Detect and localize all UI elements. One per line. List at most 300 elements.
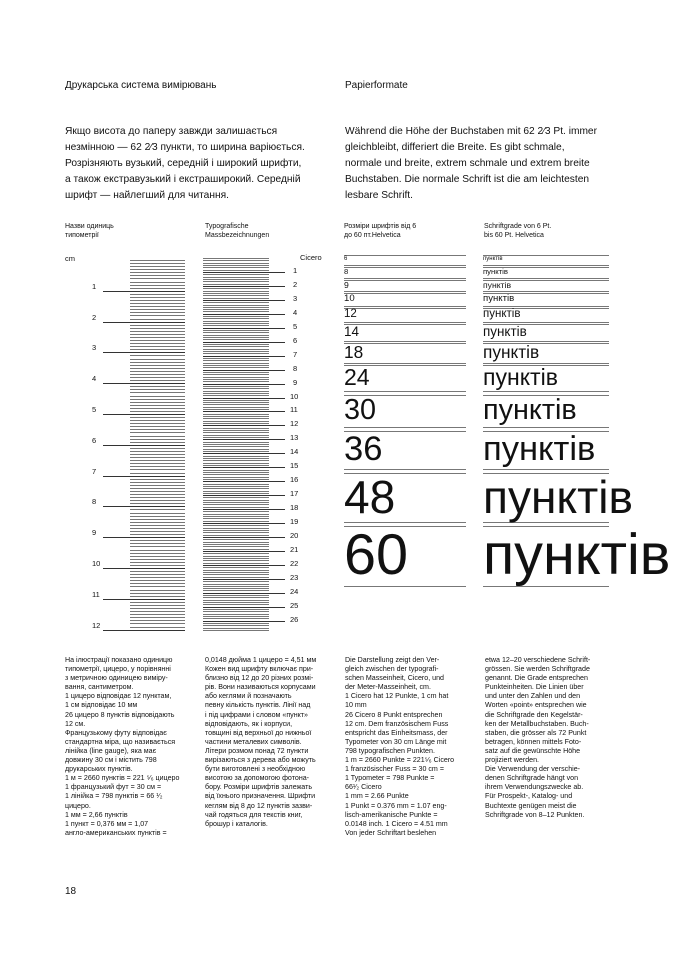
ruler-tick	[203, 423, 269, 424]
ruler-tick	[130, 627, 185, 628]
body-text-line: певну кількість пунктів. Лінії над	[205, 701, 311, 710]
body-text-line: Für Prospekt-, Katalog- und	[485, 792, 573, 801]
cm-label: 11	[92, 589, 100, 599]
cicero-label: 2	[293, 279, 298, 289]
column-header-line: типометрії	[65, 232, 99, 239]
cicero-label: 4	[293, 307, 298, 317]
ruler-tick	[203, 558, 269, 559]
ruler-tick	[203, 618, 269, 619]
ruler-tick	[203, 460, 269, 461]
ruler-tick	[203, 293, 269, 294]
size-row	[483, 293, 609, 306]
ruler-tick	[130, 392, 185, 393]
ruler-tick	[203, 567, 269, 568]
ruler-tick	[203, 379, 269, 380]
body-text-line: 1 französischer Fuss = 30 cm =	[345, 765, 444, 774]
ruler-tick	[203, 439, 285, 440]
ruler-tick	[130, 343, 185, 344]
size-number: 12	[344, 307, 357, 320]
ruler-tick	[130, 377, 185, 378]
ruler-tick	[130, 297, 185, 298]
body-text-column-3	[345, 656, 480, 838]
size-row	[344, 522, 466, 587]
ruler-tick	[130, 315, 185, 316]
ruler-tick	[203, 549, 269, 550]
ruler-tick	[203, 323, 269, 324]
body-text-line: der Meter-Masseinheit, cm.	[345, 683, 431, 692]
ruler-tick	[203, 456, 269, 457]
ruler-tick	[203, 367, 269, 368]
page-number: 18	[65, 886, 77, 897]
body-text-line: стандартна міра, що називається	[65, 737, 176, 746]
body-text-line: близно від 12 до 20 різних розмі-	[205, 674, 314, 683]
ruler-tick	[130, 497, 185, 498]
ruler-tick	[103, 599, 185, 600]
ruler-tick	[130, 411, 185, 412]
size-number: 14	[344, 324, 359, 340]
body-text-line: 1 французький фут = 30 см =	[65, 783, 162, 792]
ruler-tick	[203, 535, 269, 536]
ruler-tick	[130, 300, 185, 301]
ruler-tick	[203, 430, 269, 431]
ruler-tick	[203, 400, 269, 401]
body-text-line: цицеро.	[65, 801, 91, 810]
size-number: 18	[344, 341, 364, 362]
ruler-tick	[130, 513, 185, 514]
ruler-tick	[130, 494, 185, 495]
body-text-line: відповідають, як і корпуси,	[205, 719, 293, 728]
size-row	[344, 267, 466, 278]
size-row	[483, 267, 609, 278]
body-text-line: schen Masseinheit, Cicero, und	[345, 674, 444, 683]
ruler-tick	[203, 602, 269, 603]
ruler-tick	[203, 590, 269, 591]
ruler-tick	[203, 551, 285, 552]
ruler-tick	[130, 371, 185, 372]
ruler-tick	[103, 568, 185, 569]
size-row	[483, 324, 609, 340]
cicero-label: 5	[293, 321, 298, 331]
cicero-label: 24	[290, 586, 299, 596]
ruler-tick	[203, 277, 269, 278]
ruler-tick	[203, 507, 269, 508]
ruler-tick	[130, 362, 185, 363]
size-row	[483, 280, 609, 292]
body-text-line: бору. Розміри шрифтів залежать	[205, 783, 313, 792]
baseline-rule	[344, 427, 466, 428]
ruler-tick	[203, 295, 269, 296]
size-row	[483, 470, 633, 523]
size-word: пунктів	[483, 341, 540, 362]
cicero-label: 8	[293, 363, 298, 373]
baseline-rule	[483, 306, 609, 307]
intro-line: lesbare Schrift.	[345, 190, 413, 201]
cicero-label: 13	[290, 433, 299, 443]
ruler-tick	[203, 574, 269, 575]
ruler-tick	[203, 381, 269, 382]
body-text-line: вирізаються з дерева або можуть	[205, 756, 316, 765]
ruler-tick	[130, 448, 185, 449]
ruler-tick	[203, 318, 269, 319]
body-text-line: бути виготовлені з необхідною	[205, 765, 306, 774]
ruler-tick	[130, 611, 185, 612]
ruler-tick	[130, 593, 185, 594]
size-word: пунктів	[483, 307, 521, 320]
ruler-tick	[130, 389, 185, 390]
body-text-line: 26 цицеро 8 пунктів відповідають	[65, 710, 175, 719]
cicero-label: 1	[293, 265, 298, 275]
cicero-label: 3	[293, 293, 298, 303]
baseline-rule	[483, 391, 609, 392]
body-text-line: 1 Punkt = 0.376 mm = 1.07 eng-	[345, 801, 447, 810]
baseline-rule	[344, 265, 466, 266]
intro-line: а також екстравузький і екстраширокий. Середній	[65, 174, 301, 185]
size-word: пунктів	[483, 394, 577, 427]
ruler-tick	[130, 359, 185, 360]
ruler-tick	[203, 516, 269, 517]
ruler-tick	[203, 314, 285, 315]
cicero-label: 25	[290, 600, 299, 610]
ruler-tick	[130, 340, 185, 341]
body-text-line: 1 лінійка = 798 пунктів = 66 ¹⁄₂	[65, 792, 163, 801]
body-text-line: 12 см.	[65, 719, 86, 728]
body-text-line: Літери розмом понад 72 пункти	[205, 746, 309, 755]
body-text-line: 1 Cicero hat 12 Punkte, 1 cm hat	[345, 692, 449, 701]
body-text-line: und unter den Zahlen und den	[485, 692, 581, 701]
ruler-tick	[203, 565, 285, 566]
ruler-tick	[203, 393, 269, 394]
baseline-rule	[483, 278, 609, 279]
ruler-tick	[130, 525, 185, 526]
ruler-tick	[130, 460, 185, 461]
size-row	[483, 308, 609, 323]
ruler-tick	[130, 590, 185, 591]
right-intro	[345, 124, 645, 204]
ruler-tick	[130, 546, 185, 547]
ruler-tick	[203, 484, 269, 485]
body-text-line: 26 Cicero 8 Punkt entsprechen	[345, 710, 443, 719]
ruler-tick	[203, 532, 269, 533]
ruler-tick	[203, 307, 269, 308]
body-text-line: genannt. Die Grade entsprechen	[485, 674, 588, 683]
ruler-tick	[203, 491, 269, 492]
ruler-tick	[203, 365, 269, 366]
intro-line: незмінною — 62 2⁄3 пункти, то ширина варіюється.	[65, 142, 305, 153]
ruler-tick	[203, 311, 269, 312]
ruler-tick	[203, 330, 269, 331]
ruler-tick	[103, 383, 185, 384]
ruler-tick	[130, 466, 185, 467]
body-text-line: друкарських пунктів.	[65, 765, 133, 774]
size-row	[483, 395, 609, 427]
ruler-tick	[203, 270, 269, 271]
body-text-line: ken der Metallbuchstaben. Buch-	[485, 719, 589, 728]
body-text-line: die Schriftgrade den Kegelstär-	[485, 710, 583, 719]
size-row	[344, 293, 466, 306]
ruler-tick	[130, 509, 185, 510]
ruler-tick	[130, 457, 185, 458]
column-header-line: bis 60 Pt. Helvetica	[484, 232, 544, 239]
ruler-tick	[203, 358, 269, 359]
body-text-line: 1 цицеро відповідає 12 пунктам,	[65, 692, 172, 701]
cicero-label: 21	[290, 544, 299, 554]
body-text-line: товщині від верхньої до нижньої	[205, 728, 312, 737]
ruler-tick	[203, 593, 285, 594]
body-text-line: projiziert werden.	[485, 756, 540, 765]
body-text-line: satz auf die gewünschte Höhe	[485, 746, 581, 755]
ruler-tick	[130, 454, 185, 455]
column-header-line: Schriftgrade von 6 Pt.	[484, 223, 552, 230]
ruler-tick	[130, 577, 185, 578]
size-word: пунктів	[483, 267, 508, 276]
cm-unit-label: cm	[65, 254, 75, 263]
body-text-line: 1 см відповідає 10 мм	[65, 701, 138, 710]
ruler-tick	[203, 523, 285, 524]
ruler-tick	[130, 540, 185, 541]
column-header-line: Massbezeichnungen	[205, 232, 270, 239]
ruler-tick	[130, 420, 185, 421]
cm-label: 6	[92, 435, 97, 445]
ruler-tick	[130, 556, 185, 557]
body-text-line: Punkteinheiten. Die Linien über	[485, 683, 584, 692]
column-header-line: до 60 пт.Helvetica	[344, 232, 401, 239]
body-text-line: від їхнього призначення. Шрифти	[205, 792, 316, 801]
cicero-label: 18	[290, 503, 299, 513]
baseline-rule	[344, 306, 466, 307]
ruler-tick	[203, 404, 269, 405]
baseline-rule	[344, 291, 466, 292]
ruler-tick	[203, 463, 269, 464]
baseline-rule	[344, 278, 466, 279]
size-row	[483, 522, 671, 587]
body-text-line: частини металевих символів.	[205, 737, 302, 746]
ruler-tick	[130, 500, 185, 501]
ruler-tick	[203, 384, 285, 385]
cicero-label: 26	[290, 614, 299, 624]
ruler-tick	[203, 467, 285, 468]
ruler-tick	[103, 291, 185, 292]
cicero-label: 11	[290, 405, 298, 415]
body-text-line: Кожен вид шрифту включає при-	[205, 665, 314, 674]
ruler-tick	[130, 368, 185, 369]
ruler-tick	[130, 399, 185, 400]
ruler-tick	[203, 521, 269, 522]
ruler-tick	[203, 553, 269, 554]
body-text-line: ihrem Verwendungszwecke ab.	[485, 783, 584, 792]
ruler-tick	[130, 482, 185, 483]
cm-label: 3	[92, 343, 97, 353]
cm-label: 10	[92, 559, 101, 568]
ruler-tick	[203, 446, 269, 447]
ruler-tick	[203, 265, 269, 266]
body-text-line: 798 typografischen Punkten.	[345, 746, 435, 755]
ruler-tick	[203, 544, 269, 545]
ruler-tick	[203, 604, 269, 605]
intro-line: шрифт — найлегший для читання.	[65, 190, 229, 201]
ruler-tick	[103, 445, 185, 446]
size-row	[344, 280, 466, 292]
body-text-line: staben, die grösser als 72 Punkt	[485, 728, 587, 737]
ruler-tick	[203, 597, 269, 598]
ruler-tick	[203, 472, 269, 473]
ruler-tick	[130, 479, 185, 480]
size-row	[344, 324, 466, 340]
ruler-tick	[130, 451, 185, 452]
ruler-tick	[203, 600, 269, 601]
cicero-label: 12	[290, 419, 299, 429]
ruler-tick	[203, 372, 269, 373]
ruler-tick	[130, 417, 185, 418]
size-word: пунктів	[483, 522, 671, 587]
body-text-line: gleich zwischen der typografi-	[345, 665, 439, 674]
ruler-tick	[203, 577, 269, 578]
right-heading: Papierformate	[345, 80, 408, 91]
body-text-line: і під цифрами і словом «пункт»	[205, 710, 309, 719]
ruler-tick	[203, 302, 269, 303]
ruler-tick	[203, 572, 269, 573]
ruler-tick	[130, 309, 185, 310]
body-text-line: 1 m = 2660 Punkte = 221⁵⁄₆ Cicero	[345, 756, 455, 765]
body-text-line: брошур і каталогів.	[205, 819, 268, 828]
body-text-line: Die Darstellung zeigt den Ver-	[345, 656, 440, 664]
ruler-tick	[203, 363, 269, 364]
ruler-tick	[203, 258, 269, 259]
ruler-tick	[130, 623, 185, 624]
ruler-tick	[203, 432, 269, 433]
column-header-sizes-ua	[344, 222, 416, 240]
ruler-tick	[103, 630, 185, 631]
ruler-tick	[130, 303, 185, 304]
ruler-tick	[203, 504, 269, 505]
ruler-tick	[130, 574, 185, 575]
size-row	[344, 431, 466, 469]
ruler-tick	[130, 439, 185, 440]
body-text-column-1	[65, 656, 200, 838]
ruler-tick	[130, 463, 185, 464]
ruler-tick	[203, 570, 269, 571]
ruler-tick	[203, 530, 269, 531]
cicero-label: 16	[290, 475, 299, 485]
size-number: 24	[344, 364, 370, 391]
ruler-tick	[203, 560, 269, 561]
ruler-tick	[130, 580, 185, 581]
cicero-label: 7	[293, 349, 298, 359]
ruler-tick	[203, 588, 269, 589]
ruler-tick	[203, 528, 269, 529]
ruler-tick	[203, 286, 285, 287]
size-number: 60	[344, 522, 409, 587]
ruler-tick	[130, 550, 185, 551]
baseline-rule	[483, 469, 609, 470]
ruler-tick	[203, 325, 269, 326]
ruler-tick	[130, 386, 185, 387]
body-text-line: entspricht das Einheitsmass, der	[345, 728, 448, 737]
cicero-label: 17	[290, 489, 299, 499]
ruler-tick	[203, 470, 269, 471]
ruler-tick	[203, 279, 269, 280]
column-header-sizes-de	[484, 222, 551, 240]
ruler-tick	[203, 356, 285, 357]
ruler-tick	[103, 537, 185, 538]
ruler-tick	[203, 435, 269, 436]
body-text-line: з метричною одиницею виміру-	[65, 674, 168, 683]
ruler-tick	[203, 281, 269, 282]
ruler-tick	[130, 349, 185, 350]
ruler-tick	[203, 584, 269, 585]
ruler-tick	[130, 583, 185, 584]
ruler-tick	[103, 414, 185, 415]
ruler-tick	[130, 485, 185, 486]
ruler-tick	[130, 405, 185, 406]
body-text-line: Buchtexte genügen meist die	[485, 801, 577, 810]
ruler-tick	[130, 374, 185, 375]
ruler-tick	[130, 272, 185, 273]
size-row	[483, 431, 609, 469]
size-number: 36	[344, 430, 383, 468]
ruler-tick	[203, 444, 269, 445]
ruler-tick	[203, 344, 269, 345]
body-text-line: 0,0148 дюйма 1 цицеро = 4,51 мм	[205, 656, 317, 664]
size-word: пунктів	[483, 470, 633, 523]
ruler-tick	[203, 621, 285, 622]
ruler-tick	[203, 388, 269, 389]
ruler-tick	[130, 608, 185, 609]
centimeter-ruler	[60, 255, 190, 635]
ruler-tick	[130, 617, 185, 618]
ruler-tick	[203, 511, 269, 512]
body-text-line: grössen. Sie werden Schriftgrade	[485, 665, 590, 674]
body-text-line: Von jeder Schriftart beslehen	[345, 828, 437, 837]
ruler-tick	[203, 377, 269, 378]
ruler-tick	[203, 428, 269, 429]
ruler-tick	[203, 346, 269, 347]
ruler-tick	[203, 563, 269, 564]
ruler-tick	[203, 451, 269, 452]
cm-label: 7	[92, 466, 97, 476]
size-number: 6	[344, 256, 348, 262]
ruler-tick	[130, 562, 185, 563]
intro-line: gleichbleibt, differiert die Breite. Es gibt schmale,	[345, 142, 565, 153]
ruler-tick	[203, 458, 269, 459]
cm-label: 4	[92, 374, 97, 384]
ruler-tick	[203, 284, 269, 285]
ruler-tick	[130, 408, 185, 409]
ruler-tick	[203, 418, 269, 419]
cicero-label: 22	[290, 558, 299, 568]
ruler-tick	[103, 506, 185, 507]
ruler-tick	[203, 474, 269, 475]
ruler-tick	[203, 623, 269, 624]
ruler-tick	[130, 571, 185, 572]
size-row	[344, 470, 466, 523]
size-word: пунктів	[483, 279, 512, 290]
ruler-tick	[103, 352, 185, 353]
ruler-tick	[130, 442, 185, 443]
body-text-line: betragen, können mittels Foto-	[485, 737, 582, 746]
left-intro	[65, 124, 335, 204]
body-text-line: 10 mm	[345, 701, 367, 710]
cicero-label: 20	[290, 531, 299, 540]
ruler-tick	[203, 477, 269, 478]
ruler-tick	[130, 402, 185, 403]
ruler-tick	[130, 473, 185, 474]
ruler-tick	[130, 596, 185, 597]
ruler-tick	[203, 442, 269, 443]
ruler-tick	[203, 416, 269, 417]
body-text-line: чай годяться для текстів книг,	[205, 810, 303, 819]
ruler-tick	[130, 346, 185, 347]
ruler-tick	[130, 531, 185, 532]
